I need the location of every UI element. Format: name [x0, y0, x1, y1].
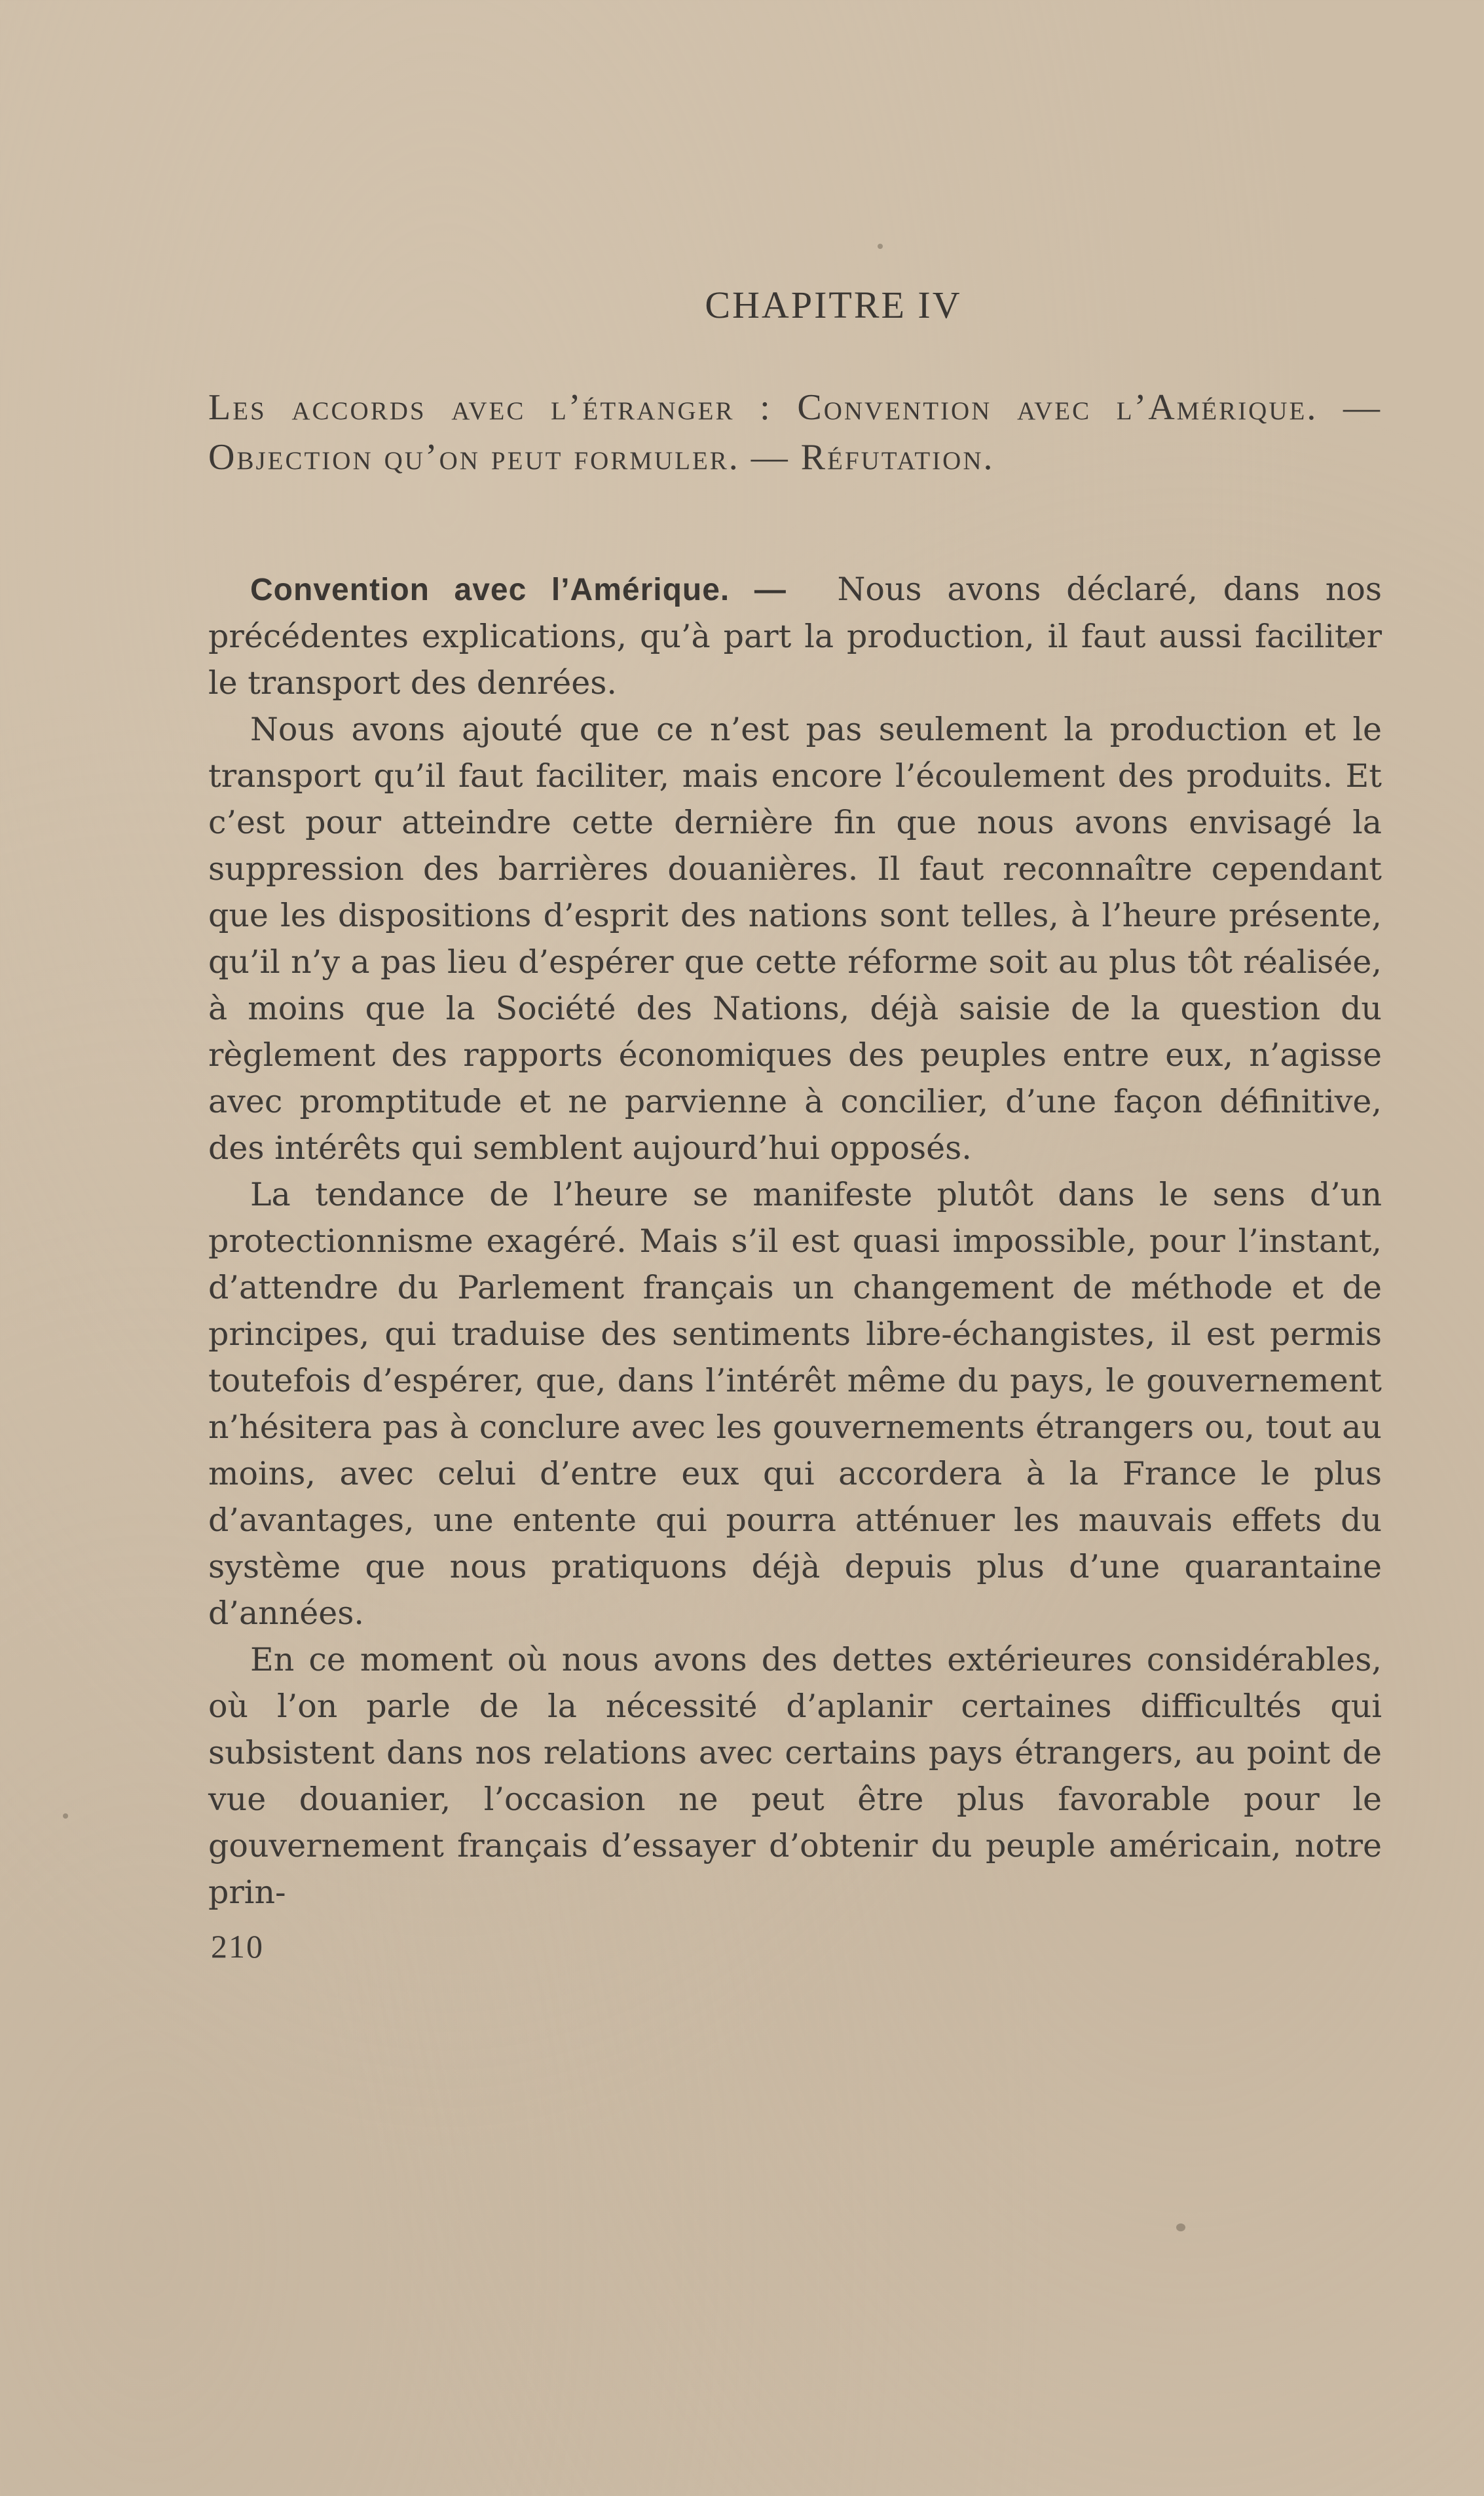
chapter-summary: Les accords avec l’étranger : Convention avec l’Amérique. — Objection qu’on peut formuler. — Réfutation.	[208, 387, 1382, 478]
paragraph: La tendance de l’heure se manifeste plutôt dans le sens d’un protectionnisme exagéré. Mais s’il est quasi impossible, pour l’instant, d’attendre du Parlement français un changement de méthode et de principes, qui traduise des sentiments libre-échangistes, il est permis toutefois d’espérer, que, dans l’intérêt même du pays, le gouvernement n’hésitera pas à conclure avec les gouvernements étrangers ou, tout au moins, avec celui d’entre eux qui accordera à la France le plus d’avantages, une entente qui pourra atténuer les mauvais effets du système que nous pratiquons déjà depuis plus d’une quarantaine d’années.	[208, 1176, 1382, 1632]
paragraph: Nous avons ajouté que ce n’est pas seulement la production et le transport qu’il faut faciliter, mais encore l’écoulement des produits. Et c’est pour atteindre cette dernière fin que nous avons envisagé la suppression des barrières douanières. Il faut reconnaître cependant que les dispositions d’esprit des nations sont telles, à l’heure présente, qu’il n’y a pas lieu d’espérer que cette réforme soit au plus tôt réalisée, à moins que la Société des Nations, déjà saisie de la question du règlement des rapports économiques des peuples entre eux, n’agisse avec promptitude et ne parvienne à concilier, d’une façon définitive, des intérêts qui semblent aujourd’hui opposés.	[208, 711, 1382, 1167]
paragraph-heading: Convention avec l’Amérique. —	[250, 573, 787, 607]
paragraph: En ce moment où nous avons des dettes extérieures considérables, où l’on parle de la nécessité d’aplanir certaines difficultés qui subsistent dans nos relations avec certains pays étrangers, au point de vue douanier, l’occasion ne peut être plus favorable pour le gouvernement français d’essayer d’obtenir du peuple américain, notre prin-	[208, 1641, 1382, 1911]
paragraph-text: Nous avons déclaré, dans nos précédentes explications, qu’à part la production, il faut aussi faciliter le transport des denrées.	[208, 571, 1382, 702]
page-number: 210	[211, 1928, 264, 1965]
paper-speck	[1345, 642, 1352, 649]
body-text	[208, 566, 1382, 1916]
paper-speck	[878, 244, 883, 249]
paragraph	[208, 566, 1382, 706]
chapter-title: CHAPITRE IV	[705, 284, 962, 326]
paper-speck	[1176, 2223, 1185, 2231]
paper-speck	[63, 1813, 68, 1819]
